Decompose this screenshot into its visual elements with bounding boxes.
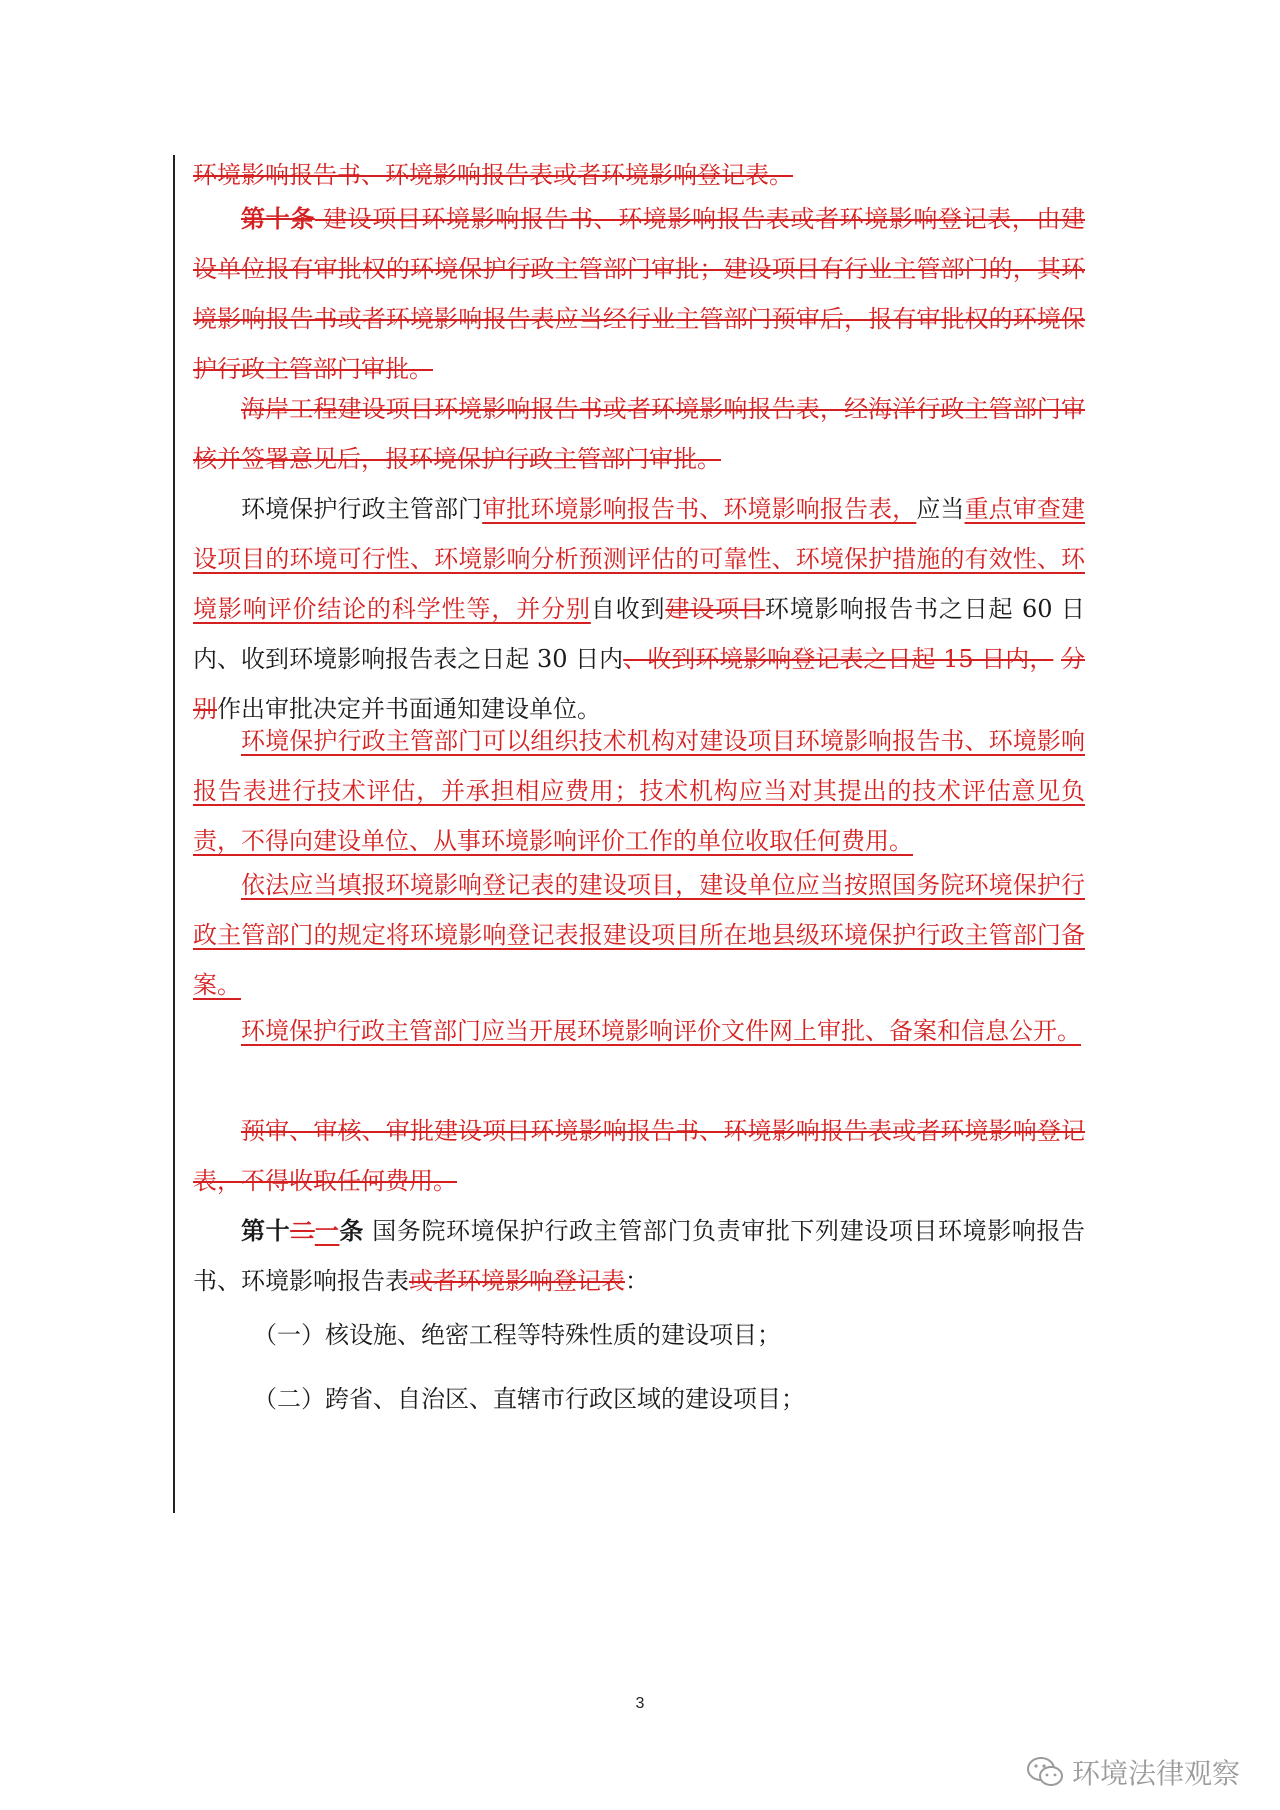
text-run: 环境保护行政主管部门应当开展环境影响评价文件网上审批、备案和信息公开。 xyxy=(241,1017,1081,1045)
paragraph-online-approval xyxy=(193,1006,1085,1056)
text-run: 依法应当填报环境影响登记表的建设项目，建设单位应当按照国务院环境保护行政主管部门的规定将环境影响登记表报建设项目所在地县级环境保护行政主管部门备案。 xyxy=(193,871,1085,999)
text-run: 应当 xyxy=(916,495,965,523)
paragraph-registration-filing xyxy=(193,860,1085,1010)
text-run: 环境影响报告书、环境影响报告表或者环境影响登记表。 xyxy=(193,161,793,189)
text-run: 或者环境影响登记表 xyxy=(409,1267,625,1295)
text-run: 审批环境影响报告书、环境影响报告表， xyxy=(482,495,917,523)
watermark xyxy=(1026,1752,1240,1792)
text-run: 、收到环境影响登记表之日起 15 日内， xyxy=(623,645,1054,673)
paragraph-no-fees xyxy=(193,1106,1085,1206)
text-run: ： xyxy=(625,1267,649,1295)
paragraph-technical-evaluation xyxy=(193,716,1085,866)
text-run: 环境影响报告书之日起 60 日内、收到环境影响报告表之日起 30 日内 xyxy=(193,595,1086,673)
watermark-text: 环境法律观察 xyxy=(1071,1757,1240,1790)
text-run: 第十 xyxy=(241,1216,291,1245)
text-run: 预审、审核、审批建设项目环境影响报告书、环境影响报告表或者环境影响登记表，不得收取任何费用。 xyxy=(193,1117,1085,1195)
page-number: 3 xyxy=(635,1695,645,1712)
paragraph-1 xyxy=(193,150,1085,200)
text-run: 国务院环境保护行政主管部门负责审批下列建设项目环境影响报告书、环境影响报告表 xyxy=(193,1217,1086,1295)
paragraph-approval-deadline xyxy=(193,484,1085,734)
text-run: 环境保护行政主管部门可以组织技术机构对建设项目环境影响报告书、环境影响报告表进行技术评估，并承担相应费用；技术机构应当对其提出的技术评估意见负责，不得向建设单位、从事环境影响评价工作的单位收取任何费用。 xyxy=(193,727,1085,855)
text-run: 建设项目环境影响报告书、环境影响报告表或者环境影响登记表，由建设单位报有审批权的环境保护行政主管部门审批；建设项目有行业主管部门的，其环境影响报告书或者环境影响报告表应当经行业主管部门预审后，报有审批权的环境保护行政主管部门审批。 xyxy=(193,205,1085,383)
text-run: （一）核设施、绝密工程等特殊性质的建设项目； xyxy=(253,1321,781,1349)
wechat-icon xyxy=(1026,1755,1064,1789)
paragraph-coastal-projects xyxy=(193,384,1085,484)
text-run: 海岸工程建设项目环境影响报告书或者环境影响报告表，经海洋行政主管部门审核并签署意见后，报环境保护行政主管部门审批。 xyxy=(193,395,1085,473)
text-run: 自收到 xyxy=(590,595,666,623)
text-run: 一 xyxy=(314,1216,340,1245)
text-run: 环境保护行政主管部门 xyxy=(241,495,483,523)
text-run: 重点审查建设项目的环境可行性、环境影响分析预测评估的可靠性、环境保护措施的有效性、环境影响评价结论的科学性等，并分别 xyxy=(193,495,1086,623)
paragraph-article-10 xyxy=(193,194,1085,394)
text-run: 第十条 xyxy=(241,204,315,233)
revision-change-bar xyxy=(173,155,175,1513)
list-item-1 xyxy=(193,1310,1085,1360)
list-item-2 xyxy=(193,1374,1085,1424)
text-run: （二）跨省、自治区、直辖市行政区域的建设项目； xyxy=(253,1385,805,1413)
text-run: 二 xyxy=(290,1216,315,1245)
text-run: 分别 xyxy=(193,645,1085,723)
paragraph-article-11 xyxy=(193,1206,1085,1306)
text-run: 作出审批决定并书面通知建设单位。 xyxy=(217,695,601,723)
text-run: 建设项目 xyxy=(665,595,765,623)
text-run xyxy=(1053,645,1061,673)
text-run: 条 xyxy=(339,1216,365,1245)
